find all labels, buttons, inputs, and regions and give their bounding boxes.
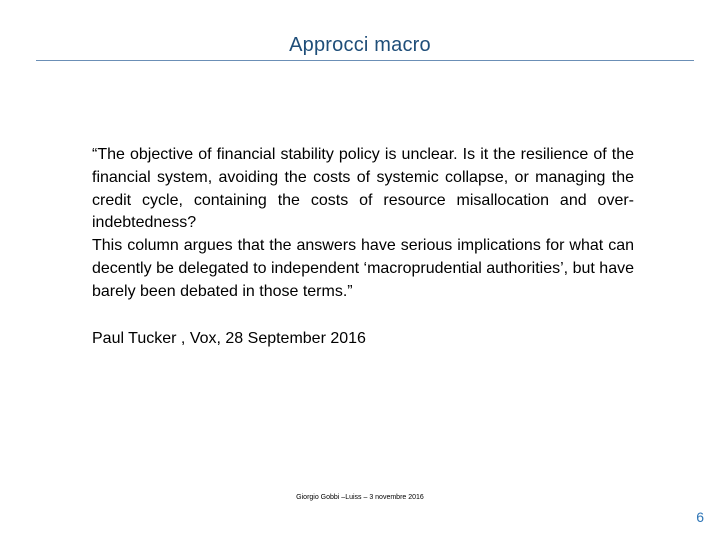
quote-block: [92, 144, 634, 304]
quote-attribution: Paul Tucker , Vox, 28 September 2016: [92, 330, 366, 347]
quote-paragraph-2: This column argues that the answers have serious implications for what can decently be delegated to independent ‘macroprudential authorities’, but have barely been debated in those terms.”: [92, 237, 634, 300]
slide-title: Approcci macro: [289, 34, 431, 56]
page-number: 6: [696, 509, 704, 525]
quote-paragraph-1: “The objective of financial stability policy is unclear. Is it the resilience of the financial system, avoiding the costs of systemic collapse, or managing the credit cycle, containing the costs of resource misallocation and over-indebtedness?: [92, 146, 634, 232]
slide-footer: Giorgio Gobbi –Luiss – 3 novembre 2016: [296, 494, 424, 501]
title-divider: [36, 60, 694, 61]
